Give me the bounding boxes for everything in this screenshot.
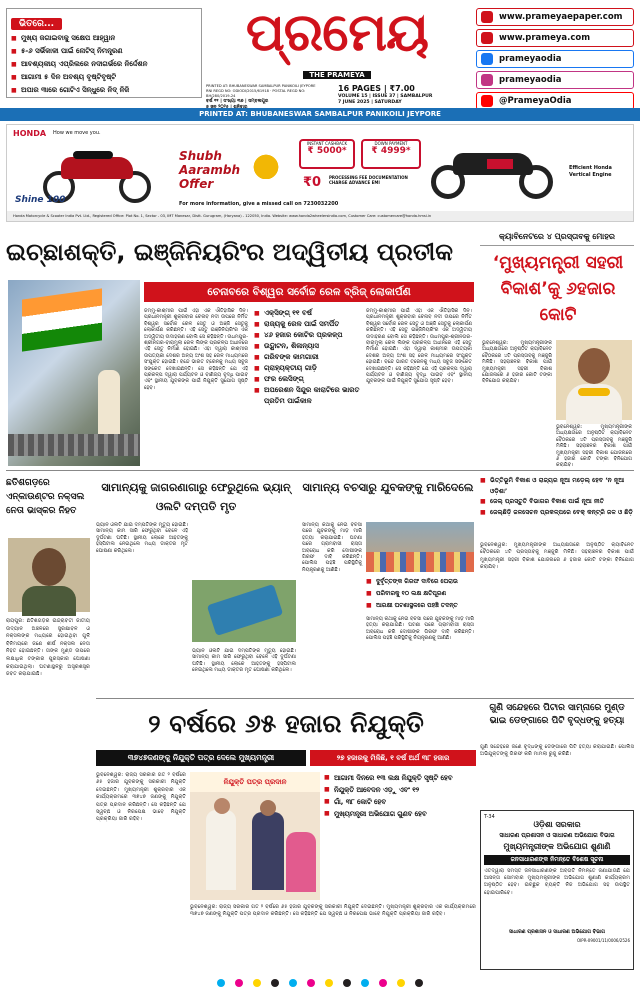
jobs-sub-right: ୨୭ ହଜାରକୁ ମିଳିଛି, ୧ ବର୍ଷ ଅର୍ଥ ୩୮ ହଜାର: [310, 750, 476, 766]
cm-bullet-item: ■ ଜେଲ୍ ପ୍ରସ୍ତୁତି ବିଭାଗର ବିକାଶ ପାଇଁ ନୂଆ ନୀତି: [480, 497, 634, 508]
bike-image: [37, 143, 157, 203]
down-label: DOWN PAYMENT: [374, 141, 408, 146]
cm-photo: [556, 340, 632, 420]
registration-dot: [271, 979, 279, 987]
social-link-text: www.prameya.com: [499, 33, 591, 43]
masthead-english: THE PRAMEYA: [303, 71, 370, 79]
cm-bullets: [480, 476, 634, 540]
down-value: ₹ 4999*: [371, 146, 411, 156]
social-link-text: prameyaodia: [499, 75, 562, 85]
bus-headline: ସାମାନ୍ୟକୁ ଜାଗରଣାଗାରୁ ଫେରୁଥିଲେ ଭ୍ୟାନ୍ ଓଲଟି ଦମ୍ପତି ମୃତ: [101, 481, 291, 513]
registration-dot: [397, 979, 405, 987]
notice-code: T-34: [484, 814, 495, 820]
globe-icon: [481, 32, 493, 44]
naxal-photo: [8, 538, 90, 612]
jobs-bullet-item: ■ ଗାଁ, ୩୮ କୋଟି ହେବ: [324, 796, 476, 808]
youth-bullet-item: ■ ଆରକ୍ଷୀ ଘଟଣାସ୍ଥଳରେ ପହଞ୍ଚି ତଦନ୍ତ: [366, 600, 474, 612]
naxal-body: ରାୟପୁର: ଛତିଶଗଡ଼ର ଇନ୍ଦ୍ରାବତୀ ଜାତୀୟ ଉଦ୍ୟାନ ଅଞ୍ଚଳରେ ସୁରକ୍ଷାବଳ ଓ ନକ୍ସଲଙ୍କ ମଧ୍ୟରେ ହୋଇଥିବା ଗୁଳି ବିନିମୟରେ ଜଣେ ଶୀର୍ଷ ନକ୍ସଲ ନେତା ନିହତ ହୋଇଛନ୍ତି। ତାଙ୍କ ମୁଣ୍ଡ ଉପରେ ଲକ୍ଷାଧିକ ଟଙ୍କାର ପୁରସ୍କାର ଘୋଷଣା କରାଯାଇଥିଲା। ଘଟଣାସ୍ଥଳରୁ ଅସ୍ତ୍ରଶସ୍ତ୍ର ଜବତ କରାଯାଇଛି।: [6, 618, 90, 678]
divider: [6, 470, 634, 471]
lead-subhead: ଚେନାବରେ ବିଶ୍ୱର ସର୍ବୋଚ୍ଚ ରେଳ ବ୍ରିଜ୍ ଲୋକାର୍ପଣ: [144, 282, 474, 302]
divider-2: [96, 698, 634, 699]
stage-banner: ନିଯୁକ୍ତି ପତ୍ର ପ୍ରଦାନ: [190, 772, 320, 792]
notice-title: ଓଡ଼ିଶା ସରକାର: [533, 820, 581, 829]
facebook-icon: [481, 53, 493, 65]
jobs-body-2: ଭୁବନେଶ୍ୱର: ରାଜ୍ୟ ସରକାର ଗତ ୨ ବର୍ଷରେ ୬୫ ହଜାର ଯୁବକଙ୍କୁ ସରକାରୀ ନିଯୁକ୍ତି ଦେଇଛନ୍ତି। ମୁଖ୍ୟମନ୍ତ୍ରୀ ଶୁକ୍ରବାର ଏକ କାର୍ଯ୍ୟକ୍ରମରେ ୩୭୪୭ ଜଣଙ୍କୁ ନିଯୁକ୍ତି ପତ୍ର ପ୍ରଦାନ କରିଛନ୍ତି। ସେ କହିଛନ୍ତି ଯେ ସ୍ୱଚ୍ଛ ଓ ନିରପେକ୍ଷ ଭାବେ ନିଯୁକ୍ତି ପ୍ରକ୍ରିୟା ଜାରି ରହିବ।: [190, 904, 476, 918]
inside-item: ■ ଅପାର ୩ାରେ ଗୋଟିଏ ସିନ୍ଧୁରେ ନିଦ୍ ନିଜି: [11, 84, 197, 97]
social-link[interactable]: [476, 29, 634, 47]
registration-dot: [235, 979, 243, 987]
lead-bullet-item: ■ ଫର ଲେସିଙ୍ଗ୍: [254, 374, 362, 385]
honda-ad[interactable]: [6, 124, 634, 222]
social-link[interactable]: [476, 8, 634, 26]
pages-price: 16 PAGES | ₹7.00: [338, 84, 415, 93]
cm-headline: ‘ମୁଖ୍ୟମନ୍ତ୍ରୀ ସହରୀ ବିକାଶ’କୁ ୬ହଜାର କୋଟି: [492, 253, 624, 325]
jobs-bullet-item: ■ ଆଗାମୀ ଦିନରେ ୧୩ ଲକ୍ଷ ନିଯୁକ୍ତି ସୃଷ୍ଟି ହେବ: [324, 772, 476, 784]
social-link[interactable]: [476, 50, 634, 68]
govt-notice[interactable]: [480, 810, 634, 970]
jobs-bullet-item: ■ ମୁଖ୍ୟମନ୍ତ୍ରୀ ଅଭିଯୋଗ ଗୁଣବ ହେବ: [324, 808, 476, 820]
instagram-icon: [481, 74, 493, 86]
youth-bullets: [366, 576, 474, 616]
jobs-sub-left: ୩୭୪୭ଜଣଙ୍କୁ ନିଯୁକ୍ତି ପତ୍ର ଦେଲେ ମୁଖ୍ୟମନ୍ତ୍ରୀ: [96, 750, 306, 766]
registration-marks: [60, 972, 580, 982]
volume-issue: VOLUME 15 | ISSUE 37 | SAMBALPUR: [338, 94, 433, 99]
jobs-headline: ୨ ବର୍ଷରେ ୬୫ ହଜାର ନିଯୁକ୍ତି: [148, 709, 424, 738]
notice-line2: ମୁଖ୍ୟମନ୍ତ୍ରୀଙ୍କ ଅଭିଯୋଗ ଶୁଣାଣି: [503, 842, 611, 851]
bike-image-right: [427, 135, 557, 199]
printed-at-small: PRINTED AT: BHUBANESWAR SAMBALPUR PANIKOILI JEYPORE: [206, 84, 316, 88]
inside-item: ■ ମୁଖ୍ୟ ଜଗାଇବାକୁ ସକ୍ଷେପ ଆହ୍ୱାନ: [11, 32, 197, 45]
inside-list: [11, 32, 197, 97]
lead-bullet-item: ■ ରାଜ୍ୟକୁ ରେଳ ପାଇଁ ସମର୍ପିତ: [254, 319, 362, 330]
bus-body: ଭ୍ୟାନ ଓଲଟି ଯାଇ ଦମ୍ପତିଙ୍କ ମୃତ୍ୟୁ ହୋଇଛି। ସାମାନ୍ୟ କାମ ସାରି ଫେରୁଥିବା ବେଳେ ଏହି ଦୁର୍ଘଟଣା ଘଟିଛି। ସ୍ଥାନୀୟ ଲୋକେ ଆହତଙ୍କୁ ହସ୍ପିଟାଲ ନେଇଥିଲେ ମଧ୍ୟ ଡାକ୍ତର ମୃତ ଘୋଷଣା କରିଥିଲେ।: [96, 522, 188, 554]
dhenki-headline: ଗୁଣି ସନ୍ଦେହରେ ପିଟାର ସାମ୍ନାରେ ମୁଣ୍ଡ ଭାଇ ଡେଙ୍ଗାରେ ପିଟି ବୃଦ୍ଧଙ୍କୁ ହତ୍ୟା: [489, 703, 625, 726]
bus-body-2: ଭ୍ୟାନ ଓଲଟି ଯାଇ ଦମ୍ପତିଙ୍କ ମୃତ୍ୟୁ ହୋଇଛି। ସାମାନ୍ୟ କାମ ସାରି ଫେରୁଥିବା ବେଳେ ଏହି ଦୁର୍ଘଟଣା ଘଟିଛି। ସ୍ଥାନୀୟ ଲୋକେ ଆହତଙ୍କୁ ହସ୍ପିଟାଲ ନେଇଥିଲେ ମଧ୍ୟ ଡାକ୍ତର ମୃତ ଘୋଷଣା କରିଥିଲେ।: [192, 648, 296, 674]
lead-bullet-item: ■ ଅପରେଶନ ସିନ୍ଦୁର କାରାଟିରେ ଭାରତ ପ୍ରତିମ ପାଇଁକାଳ: [254, 385, 362, 407]
date-english: 7 JUNE 2025 | SATURDAY: [338, 100, 402, 105]
zero-fee: ₹0: [303, 175, 322, 190]
cm-kicker: କ୍ୟାବିନେଟରେ ୪ ପ୍ରସ୍ତାବକୁ ମୋହର: [480, 232, 634, 246]
social-link-text: www.prameyaepaper.com: [499, 12, 623, 22]
engine-label: Efficient Honda Vertical Engine: [569, 165, 612, 178]
inside-title: ଭିତରେ...: [11, 18, 62, 30]
inside-item: ■ ଆଗାମୀ ୫ ଦିନ ଅବଶ୍ୟ ବୃଷ୍ଟିବୃଷ୍ଟି: [11, 71, 197, 84]
registration-dot: [289, 979, 297, 987]
notice-line1: ସାଧାରଣ ପ୍ରଶାସନ ଓ ସାଧାରଣ ଅଭିଯୋଗ ବିଭାଗ: [499, 832, 615, 839]
jobs-bullet-item: ■ ନିଯୁକ୍ତି ଆବେଦନ ଏଡ଼ୁ ଏବଂ ୧୨: [324, 784, 476, 796]
registration-dot: [253, 979, 261, 987]
inside-item: ■ ୫-୬ ସର୍ଭିକାଳୀ ପାଇଁ ନୋଟିସ୍ ନିମନ୍ତ୍ରଣ: [11, 45, 197, 58]
lead-bullet-item: ■ ଉଦ୍ଘାଟନ, ଶିଳାନ୍ୟାସ: [254, 341, 362, 352]
youth-bullet-item: ■ ପରିବାରକୁ ୧୦ ଲକ୍ଷ କ୍ଷତିପୂରଣ: [366, 588, 474, 600]
masthead: [206, 4, 468, 104]
lead-bullet-item: ■ ୪୬ ହଜାର କୋଟିର ପ୍ରକଳ୍ପ: [254, 330, 362, 341]
registration-dot: [307, 979, 315, 987]
processing-fee: PROCESSING FEE DOCUMENTATION CHARGE ADVANCE EMI: [329, 175, 408, 185]
notice-line3: ଜନସାଧାରଣଙ୍କ ନିମନ୍ତେ ବିଶେଷ ସୂଚନା: [484, 855, 630, 865]
cm-body-3: ଭୁବନେଶ୍ୱର: ମୁଖ୍ୟମନ୍ତ୍ରୀଙ୍କ ଅଧ୍ୟକ୍ଷତାରେ ଅନୁଷ୍ଠିତ କ୍ୟାବିନେଟ ବୈଠକରେ ୪ଟି ପ୍ରସ୍ତାବକୁ ମଞ୍ଜୁରି ମିଳିଛି। ସହରାଞ୍ଚଳର ବିକାଶ ପାଇଁ ମୁଖ୍ୟମନ୍ତ୍ରୀ ସହରୀ ବିକାଶ ଯୋଜନାରେ ୬ ହଜାର କୋଟି ଟଙ୍କା ବିନିଯୋଗ କରାଯିବ।: [480, 542, 634, 571]
cashback-value: ₹ 5000*: [307, 146, 347, 156]
year-odia: ବର୍ଷ ୧୧ | ସଂଖ୍ୟା ୩୭ | ସମ୍ବଲପୁର: [206, 99, 269, 104]
social-link-text: prameyaodia: [499, 54, 562, 64]
lead-body-col3: ଜମ୍ମୁ-କାଶ୍ମୀର ପାଇଁ ଏହା ଏକ ଐତିହାସିକ ଦିନ। ପ୍ରଧାନମନ୍ତ୍ରୀ ଶୁକ୍ରବାର ଚେନାବ ନଦୀ ଉପରେ ନିର୍ମିତ ବିଶ୍ୱର ସର୍ବୋଚ୍ଚ ରେଳ ସେତୁ ଓ ଅଞ୍ଜି ସେତୁକୁ ଲୋକାର୍ପଣ କରିଛନ୍ତି। ଏହି ସେତୁ ଇଞ୍ଜିନିୟରିଂର ଏକ ଅଦ୍ୱିତୀୟ ଉଦାହରଣ ବୋଲି ସେ କହିଛନ୍ତି। ଉଧମପୁର-ଶ୍ରୀନଗର-ବାରାମୁଲା ରେଳ ଲିଙ୍କ ପ୍ରକଳ୍ପ ଅଧୀନରେ ଏହି ସେତୁ ନିର୍ମାଣ ହୋଇଛି। ଏହା ଦ୍ୱାରା କାଶ୍ମୀର ଉପତ୍ୟକା ଦେଶର ଅନ୍ୟ ଅଂଶ ସହ ରେଳ ମାଧ୍ୟମରେ ସଂଯୁକ୍ତ ହୋଇଛି। ବନ୍ଦେ ଭାରତ ଟ୍ରେନକୁ ମଧ୍ୟ ସବୁଜ ସଙ୍କେତ ଦେଖାଇଛନ୍ତି। ସେ କହିଛନ୍ତି ଯେ ଏହି ପ୍ରକଳ୍ପ ଦ୍ୱାରା ପର୍ଯ୍ୟଟନ ଓ ବାଣିଜ୍ୟ ବୃଦ୍ଧି ପାଇବ ଏବଂ ସ୍ଥାନୀୟ ଯୁବକଙ୍କ ପାଇଁ ନିଯୁକ୍ତି ସୁଯୋଗ ସୃଷ୍ଟି ହେବ।: [366, 308, 472, 385]
inside-box: [6, 8, 202, 98]
jobs-photo: [190, 772, 320, 900]
lead-bullet-item: ■ ଏକ୍ସିଙ୍ଗ୍ ୧୧ ବର୍ଷ: [254, 308, 362, 319]
registration-dot: [343, 979, 351, 987]
lead-bullet-item: ■ ଗରିବଙ୍କ କାମଗାରୀ: [254, 352, 362, 363]
lead-body-col1: ଜମ୍ମୁ-କାଶ୍ମୀର ପାଇଁ ଏହା ଏକ ଐତିହାସିକ ଦିନ। ପ୍ରଧାନମନ୍ତ୍ରୀ ଶୁକ୍ରବାର ଚେନାବ ନଦୀ ଉପରେ ନିର୍ମିତ ବିଶ୍ୱର ସର୍ବୋଚ୍ଚ ରେଳ ସେତୁ ଓ ଅଞ୍ଜି ସେତୁକୁ ଲୋକାର୍ପଣ କରିଛନ୍ତି। ଏହି ସେତୁ ଇଞ୍ଜିନିୟରିଂର ଏକ ଅଦ୍ୱିତୀୟ ଉଦାହରଣ ବୋଲି ସେ କହିଛନ୍ତି। ଉଧମପୁର-ଶ୍ରୀନଗର-ବାରାମୁଲା ରେଳ ଲିଙ୍କ ପ୍ରକଳ୍ପ ଅଧୀନରେ ଏହି ସେତୁ ନିର୍ମାଣ ହୋଇଛି। ଏହା ଦ୍ୱାରା କାଶ୍ମୀର ଉପତ୍ୟକା ଦେଶର ଅନ୍ୟ ଅଂଶ ସହ ରେଳ ମାଧ୍ୟମରେ ସଂଯୁକ୍ତ ହୋଇଛି। ବନ୍ଦେ ଭାରତ ଟ୍ରେନକୁ ମଧ୍ୟ ସବୁଜ ସଙ୍କେତ ଦେଖାଇଛନ୍ତି। ସେ କହିଛନ୍ତି ଯେ ଏହି ପ୍ରକଳ୍ପ ଦ୍ୱାରା ପର୍ଯ୍ୟଟନ ଓ ବାଣିଜ୍ୟ ବୃଦ୍ଧି ପାଇବ ଏବଂ ସ୍ଥାନୀୟ ଯୁବକଙ୍କ ପାଇଁ ନିଯୁକ୍ତି ସୁଯୋଗ ସୃଷ୍ଟି ହେବ।: [144, 308, 248, 391]
lead-bullet-item: ■ ଗ୍ରାହ୍ୟକ୍ତୀୟ ଗାଡ଼ି: [254, 363, 362, 374]
jobs-bullets: [324, 772, 476, 862]
registration-dot: [361, 979, 369, 987]
notice-body: ଏତଦ୍ୱାରା ସମସ୍ତ ଜନସାଧାରଣଙ୍କ ଅବଗତି ନିମନ୍ତେ ଜଣାଯାଉଛି ଯେ ଆସନ୍ତା ସୋମବାର ମୁଖ୍ୟମନ୍ତ୍ରୀଙ୍କ ଅଭିଯୋଗ ଶୁଣାଣି କାର୍ଯ୍ୟକ୍ରମ ଅନୁଷ୍ଠିତ ହେବ। ଇଚ୍ଛୁକ ବ୍ୟକ୍ତି ନିଜ ଅଭିଯୋଗ ସହ ଉପସ୍ଥିତ ହୋଇପାରିବେ।: [484, 868, 630, 896]
youtube-icon: [481, 95, 493, 107]
registration-dot: [379, 979, 387, 987]
youth-headline: ସାମାନ୍ୟ ବଚସାରୁ ଯୁବକଙ୍କୁ ମାରିଦେଲେ: [302, 481, 474, 494]
youth-bullet-item: ■ ଦୁର୍ବୃତ୍ତଙ୍କ ଗିରଫ ଦାବିରେ ଘେରାଉ: [366, 576, 474, 588]
youth-body: ସାମାନ୍ୟ କଥାକୁ ନେଇ ବଚସା ପରେ ଯୁବକଙ୍କୁ ମାଡ଼ ମାରି ହତ୍ୟା କରାଯାଇଛି। ଘଟଣା ପରେ ଗ୍ରାମବାସୀ ରାସ୍ତା ଅବରୋଧ କରି ଦୋଷୀଙ୍କ ଗିରଫ ଦାବି କରିଛନ୍ତି। ପୋଲିସ ପହଞ୍ଚି ପରିସ୍ଥିତିକୁ ନିୟନ୍ତ୍ରଣକୁ ଆଣିଛି।: [302, 522, 362, 573]
lead-bullets: [254, 308, 362, 458]
registration-dot: [415, 979, 423, 987]
honda-brand: HONDA: [13, 129, 47, 138]
masthead-logo: ପ୍ରମେୟ: [245, 3, 429, 63]
globe-icon: [481, 11, 493, 23]
youth-photo: [366, 522, 474, 572]
social-link[interactable]: [476, 71, 634, 89]
notice-ref: OIPR-09001/11/0006/2526: [576, 938, 630, 943]
notice-sign: ସାଧାରଣ ପ୍ରଶାସନ ଓ ସାଧାରଣ ଅଭିଯୋଗ ବିଭାଗ: [509, 929, 605, 935]
registration-dot: [325, 979, 333, 987]
jobs-body: ଭୁବନେଶ୍ୱର: ରାଜ୍ୟ ସରକାର ଗତ ୨ ବର୍ଷରେ ୬୫ ହଜାର ଯୁବକଙ୍କୁ ସରକାରୀ ନିଯୁକ୍ତି ଦେଇଛନ୍ତି। ମୁଖ୍ୟମନ୍ତ୍ରୀ ଶୁକ୍ରବାର ଏକ କାର୍ଯ୍ୟକ୍ରମରେ ୩୭୪୭ ଜଣଙ୍କୁ ନିଯୁକ୍ତି ପତ୍ର ପ୍ରଦାନ କରିଛନ୍ତି। ସେ କହିଛନ୍ତି ଯେ ସ୍ୱଚ୍ଛ ଓ ନିରପେକ୍ଷ ଭାବେ ନିଯୁକ୍ତି ପ୍ରକ୍ରିୟା ଜାରି ରହିବ।: [96, 772, 186, 823]
youth-body-2: ସାମାନ୍ୟ କଥାକୁ ନେଇ ବଚସା ପରେ ଯୁବକଙ୍କୁ ମାଡ଼ ମାରି ହତ୍ୟା କରାଯାଇଛି। ଘଟଣା ପରେ ଗ୍ରାମବାସୀ ରାସ୍ତା ଅବରୋଧ କରି ଦୋଷୀଙ୍କ ଗିରଫ ଦାବି କରିଛନ୍ତି। ପୋଲିସ ପହଞ୍ଚି ପରିସ୍ଥିତିକୁ ନିୟନ୍ତ୍ରଣକୁ ଆଣିଛି।: [366, 616, 474, 642]
lead-headline: ଇଚ୍ଛାଶକ୍ତି, ଇଞ୍ଜିନିୟରିଂର ଅଦ୍ୱିତୀୟ ପ୍ରତୀକ: [6, 238, 453, 266]
bus-photo: [192, 580, 296, 642]
social-links: [476, 8, 634, 108]
registration-dot: [217, 979, 225, 987]
bike-model: Shine 100: [15, 195, 66, 205]
missed-call: For more information, give a missed call on 7230032200: [179, 201, 339, 207]
flag-icon: [22, 288, 102, 351]
honda-tag: How we move you.: [53, 130, 101, 136]
kalash-icon: [253, 149, 279, 179]
naxal-headline: ଛତିଶଗଡ଼ରେ ଏନ୍‌କାଉଣ୍ଟର ନକ୍ସଲ ନେତା ଭାସ୍କର ନିହତ: [6, 478, 85, 516]
printed-bar: PRINTED AT: BHUBANESWAR SAMBALPUR PANIKOILI JEYPORE: [0, 108, 640, 121]
cm-bullet-item: ■ ଭିତ୍ତିଭୂମି ବିକାଶ ଓ ରାଜ୍ୟର ନୂଆ ମଡ଼େଲ୍ ହେବ ‘ନ ନୂଆ ଓଡ଼ିଶା’: [480, 476, 634, 497]
dhenki-body: ଗୁଣି ସନ୍ଦେହରେ ଜଣେ ବୃଦ୍ଧଙ୍କୁ ଡେଙ୍ଗାରେ ପିଟି ହତ୍ୟା କରାଯାଇଛି। ପୋଲିସ ଅଭିଯୁକ୍ତଙ୍କୁ ଗିରଫ କରି ମାମଲା ରୁଜୁ କରିଛି।: [480, 744, 634, 758]
lead-photo: [8, 280, 140, 466]
inside-item: ■ ଆବଶ୍ୟକୀୟ ଏପ୍ରିଲରେ ନଦୀଗର୍ଭରେ ନିର୍ଦ୍ଦେଶନ: [11, 58, 197, 71]
offer-title: Shubh Aarambh Offer: [179, 149, 241, 191]
rni-number: RNI REGD NO: ODIODI/2015/61918 · POSTAL REGD NO: BH/280/2019-24: [206, 89, 306, 98]
cm-body-2: ଭୁବନେଶ୍ୱର: ମୁଖ୍ୟମନ୍ତ୍ରୀଙ୍କ ଅଧ୍ୟକ୍ଷତାରେ ଅନୁଷ୍ଠିତ କ୍ୟାବିନେଟ ବୈଠକରେ ୪ଟି ପ୍ରସ୍ତାବକୁ ମଞ୍ଜୁରି ମିଳିଛି। ସହରାଞ୍ଚଳର ବିକାଶ ପାଇଁ ମୁଖ୍ୟମନ୍ତ୍ରୀ ସହରୀ ବିକାଶ ଯୋଜନାରେ ୬ ହଜାର କୋଟି ଟଙ୍କା ବିନିଯୋଗ କରାଯିବ।: [556, 424, 632, 469]
cashback-label: INSTANT CASHBACK: [306, 141, 348, 146]
cm-body: ଭୁବନେଶ୍ୱର: ମୁଖ୍ୟମନ୍ତ୍ରୀଙ୍କ ଅଧ୍ୟକ୍ଷତାରେ ଅନୁଷ୍ଠିତ କ୍ୟାବିନେଟ ବୈଠକରେ ୪ଟି ପ୍ରସ୍ତାବକୁ ମଞ୍ଜୁରି ମିଳିଛି। ସହରାଞ୍ଚଳର ବିକାଶ ପାଇଁ ମୁଖ୍ୟମନ୍ତ୍ରୀ ସହରୀ ବିକାଶ ଯୋଜନାରେ ୬ ହଜାର କୋଟି ଟଙ୍କା ବିନିଯୋଗ କରାଯିବ।: [482, 340, 552, 385]
cm-bullet-item: ■ ଜେଲ୍‌ଛିଡ଼ି ଜଳସେଚନ ପ୍ରକଳ୍ପରେ ବେକ୍ କନ୍‌ଟ୍ରି ଜଳ ଓ ଛିଡ଼ି: [480, 508, 634, 519]
ad-footer: Honda Motorcycle & Scooter India Pvt. Ltd., Registered Office: Plot No. 1, Sector - 03, IMT Manesar, Distt. Gurugram, (Haryana) - 122050, India. Website: www.honda2wheelersindia.com, Customer Care: customercare@honda.hmsi.in: [7, 211, 633, 221]
social-link-text: @PrameyaOdia: [499, 96, 572, 106]
